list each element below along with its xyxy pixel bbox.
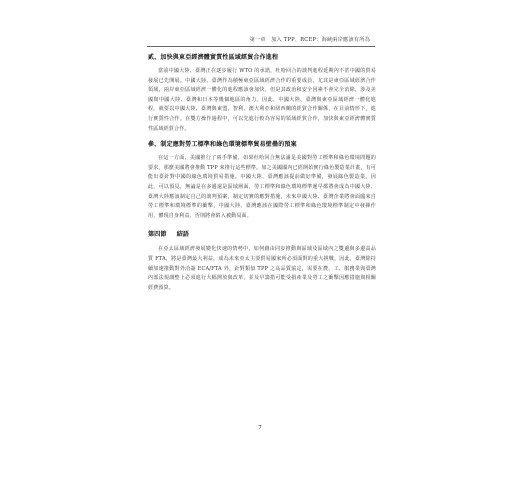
chapter-section-block (148, 229, 376, 293)
page-number: 7 (258, 425, 262, 431)
section-paragraph: 在這一方面，美國推行了兩手準備，如果杜哈回合無法滿足美國對勞工標準和綠色環境問題的要求，那麼美國將會推動 TPP 來推行這些標準。加之美國國內已經開始實行綠色製造業計畫，有可能出臺針對中國的綠色環境貿易措施。中國大陸、臺灣應該提前做好準備，發展綠色製造業。因此，可以預見，無論是在多邊還是區域層面，勞工標準和綠色環境標準遲早都將會成為中國大陸、臺灣大陸應該制定自己的談判預案，制定切實的應對措施，未來中國大陸、臺灣企業將會面臨來自勞工標準和環境標準的衝擊，中國大陸、臺灣應該在國際勞工標準和綠色環境標準制定中發揮作用，體現自身利益，否則將會陷入被動局面。 (148, 155, 376, 219)
page-content (148, 52, 376, 293)
conclusion-paragraph: 在亞太區域經濟發展變化快速的情勢中，如何藉由同步推動與區域及區域內之雙邊與多邊高品質 FTA，將是臺灣最大利益，成為未來亞太主要貿易國家所必須面對的重大挑戰。因此，臺灣除持續加速推動對外洽簽 ECA/FTA 外，針對類似 TPP 之高品質協定，需要在農、工、服務業與臺灣內部法規調整上必須進行大幅開放與改革，並及早籌措可能受損產業及勞工之衝擊因應措施與相關經費預算。 (148, 246, 376, 291)
section-heading: 參、制定應對勞工標準和綠色環境標準貿易壁壘的預案 (148, 141, 297, 149)
section-block (148, 52, 376, 134)
chapter-section-heading (148, 229, 376, 238)
chapter-section-title: 結語 (176, 231, 189, 239)
section-paragraph: 當前中國大陸、臺灣正在逐步履行 WTO 的承諾，杜哈回合的談判進程延期內不甚中國的貿易發展已先開展。中國大陸、臺灣作為積極東亞區域經濟合作的重要成員，尤其是東亞區域經濟合作領域，兩岸東亞區域經濟一體化的進程應該會加快，但是其政治和安全因素不會完全消除，涉及美國與中國大陸、臺灣和日本等幾個地區的角力。因此，中國大陸、臺灣與東亞區域經濟一體化進程，就要以中國大陸、臺灣與東盟、智利、澳大利亞和紐西蘭的經貿合作關係，在目前情形下，進行實質性合作。在雙方操作過程中，可以先進行較為容易的領域經貿合作，加快與東亞經濟體實質性區域經貿合作。 (148, 68, 376, 132)
section-block (148, 139, 376, 221)
chapter-section-number: 第四節 (148, 231, 167, 239)
running-title: 第一章 加入 TPP、RCEP：海峽兩岸應該有所為 (249, 37, 370, 43)
header-rule (147, 46, 375, 47)
section-heading: 貳、加快與東亞經濟體實質性區域經貿合作進程 (148, 54, 279, 61)
